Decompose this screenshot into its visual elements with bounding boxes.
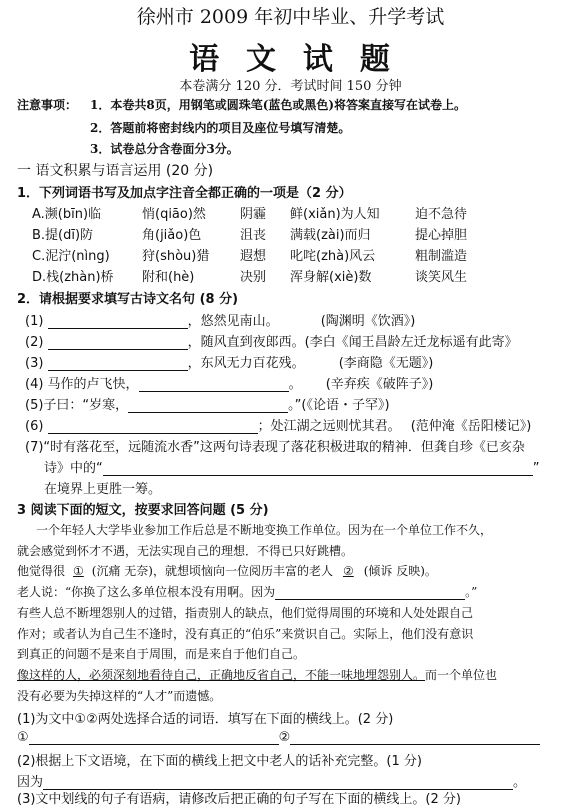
q1-stem: 1．下列词语书写及加点字注音全都正确的一项是（2 分） (17, 186, 352, 201)
q2-line-5: (5)子曰：“岁寒， 。”(《论语・子罕》) (25, 398, 390, 413)
answer-blank[interactable] (48, 313, 188, 329)
passage-line: 作对；或者认为自己生不逢时，没有真正的“伯乐”来赏识自己。实际上，他们没有意识 (17, 627, 474, 641)
exam-name: 徐州市 2009 年初中毕业、升学考试 (136, 6, 445, 28)
exam-page: 徐州市 2009 年初中毕业、升学考试 语 文 试 题 本卷满分 120 分．考试时间 150 分钟 注意事项： 1．本卷共8页，用钢笔或圆珠笔(蓝色或黑色)将答案直接写在试卷上。 2．答题前将密封线内的项目及座位号填写清楚。 3．试卷总分含卷面分3分。 一 语文积累与语言运用 (20 分) 1．下列词语书写及加点字注音全都正确的一项是（2 分） A.濒(bīn)临 悄(qiāo)然 阴霾 鲜(xiǎn)为人知 迫不急待 B.提(dī)防 角(jiǎo)色 沮丧 满载(zài)而归 提心掉胆 C.泥泞(nìng) 狩(shòu)猎 遐想 叱咤(zhà)风云 粗制滥造 D.栈(zhàn)桥 附和(hè) 决别 浑身解(xiè)数 谈笑风生 2．请根据要求填写古诗文名句 (8 分) (1) ，悠然见南山。 (陶渊明《饮酒》) (2) ，随风直到夜郎西。(李白《闻王昌龄左迁龙标遥有此寄》 (3) ，东风无力百花残。 (李商隐《无题》) (4) 马作的卢飞快， 。 (辛弃疾《破阵子》) (5)子曰：“岁寒， 。”(《论语・子罕》) (6) ；处江湖之远则忧其君。 (范仲淹《岳阳楼记》) (7)“时有落花至，远随流水香”这两句诗表现了落花积极进取的精神．但龚自珍《已亥杂 诗》中的“ ” 在境界上更胜一筹。 3 阅读下面的短文，按要求回答问题 (5 分) 一个年轻人大学毕业参加工作后总是不断地变换工作单位。因为在一个单位工作不久， 就会感觉到怀才不遇，无法实现自己的理想．不得已只好跳槽。 他觉得很 ① (沉痛 无奈)，就想顷恼向一位阅历丰富的老人 ② (倾诉 反映)。 老人说：“你换了这么多单位根本没有用啊。因为 。” 有些人总不断埋怨别人的过错，指责别人的缺点，他们觉得周围的环境和人处处跟自己 作对；或者认为自己生不逢时，没有真正的“伯乐”来赏识自己。实际上，他们没有意识 到真正的问题不是来自于周围，而是来自于他们自己。 像这样的人，必须深刻地看待自己，正确地反省自己，不能一味地埋怨别人。而一个单位也 没有必要为失掉这样的“人才”而遗憾。 (1)为文中①②两处选择合适的词语．填写在下面的横线上。(2 分) ① ② (2)根据上下文语境，在下面的横线上把文中老人的话补充完整。(1 分) 因为 。 (3)文中划线的句子有语病，请修改后把正确的句子写在下面的横线上。(2 分) (0, 0, 581, 793)
passage-line: 一个年轻人大学毕业参加工作后总是不断地变换工作单位。因为在一个单位工作不久， (36, 523, 493, 537)
q3-sub-3: (3)文中划线的句子有语病，请修改后把正确的句子写在下面的横线上。(2 分) (17, 792, 461, 807)
answer-blank[interactable] (139, 376, 289, 392)
part1-title: 一 语文积累与语言运用 (20 分) (17, 163, 214, 179)
q2-stem: 2．请根据要求填写古诗文名句 (8 分) (17, 292, 239, 307)
q3-sub-1-answers: ① ② (17, 729, 540, 745)
q2-line-2: (2) ，随风直到夜郎西。(李白《闻王昌龄左迁龙标遥有此寄》 (25, 335, 518, 350)
q2-line-3: (3) ，东风无力百花残。 (李商隐《无题》) (25, 356, 434, 371)
passage-line: 有些人总不断埋怨别人的过错，指责别人的缺点，他们觉得周围的环境和人处处跟自己 (17, 606, 474, 620)
q3-sub-2-answer: 因为 。 (17, 775, 527, 790)
passage-line: 像这样的人，必须深刻地看待自己，正确地反省自己，不能一味地埋怨别人。而一个单位也 (17, 668, 498, 682)
passage-line: 没有必要为失掉这样的“人才”而遗憾。 (17, 689, 222, 703)
answer-blank[interactable] (48, 334, 188, 350)
q3-stem: 3 阅读下面的短文，按要求回答问题 (5 分) (17, 503, 269, 518)
q2-line-7-end: 在境界上更胜一筹。 (44, 482, 162, 497)
exam-meta: 本卷满分 120 分．考试时间 150 分钟 (179, 79, 402, 94)
underlined-sentence: 像这样的人，必须深刻地看待自己，正确地反省自己，不能一味地埋怨别人。 (17, 668, 426, 682)
answer-blank[interactable] (275, 586, 465, 600)
subject-title: 语 文 试 题 (189, 42, 392, 77)
answer-blank[interactable] (128, 397, 288, 413)
passage-line: 他觉得很 ① (沉痛 无奈)，就想顷恼向一位阅历丰富的老人 ② (倾诉 反映)。 (17, 564, 437, 578)
note-2: 2．答题前将密封线内的项目及座位号填写清楚。 (90, 121, 351, 135)
blank-1[interactable]: ① (73, 564, 84, 578)
q2-line-1: (1) ，悠然见南山。 (陶渊明《饮酒》) (25, 314, 416, 329)
answer-blank[interactable] (103, 460, 533, 476)
answer-blank[interactable] (29, 729, 279, 745)
passage-line: 到真正的问题不是来自于周围，而是来自于他们自己。 (17, 647, 306, 661)
answer-blank[interactable] (48, 355, 188, 371)
q2-line-4: (4) 马作的卢飞快， 。 (辛弃疾《破阵子》) (25, 377, 434, 392)
answer-blank[interactable] (48, 418, 258, 434)
q2-line-7-cont: 诗》中的“ ” (44, 461, 540, 476)
note-3: 3．试卷总分含卷面分3分。 (90, 142, 239, 156)
notes-label: 注意事项： (17, 98, 78, 112)
passage-line: 老人说：“你换了这么多单位根本没有用啊。因为 。” (17, 585, 478, 599)
answer-blank[interactable] (290, 729, 540, 745)
q2-line-7: (7)“时有落花至，远随流水香”这两句诗表现了落花积极进取的精神．但龚自珍《已亥杂 (25, 440, 525, 455)
passage-line: 就会感觉到怀才不遇，无法实现自己的理想．不得已只好跳槽。 (17, 544, 354, 558)
q2-line-6: (6) ；处江湖之远则忧其君。 (范仲淹《岳阳楼记》) (25, 419, 532, 434)
q3-sub-1: (1)为文中①②两处选择合适的词语．填写在下面的横线上。(2 分) (17, 712, 394, 727)
q3-sub-2: (2)根据上下文语境，在下面的横线上把文中老人的话补充完整。(1 分) (17, 754, 422, 769)
blank-2[interactable]: ② (342, 564, 354, 578)
note-1: 1．本卷共8页，用钢笔或圆珠笔(蓝色或黑色)将答案直接写在试卷上。 (90, 98, 467, 112)
